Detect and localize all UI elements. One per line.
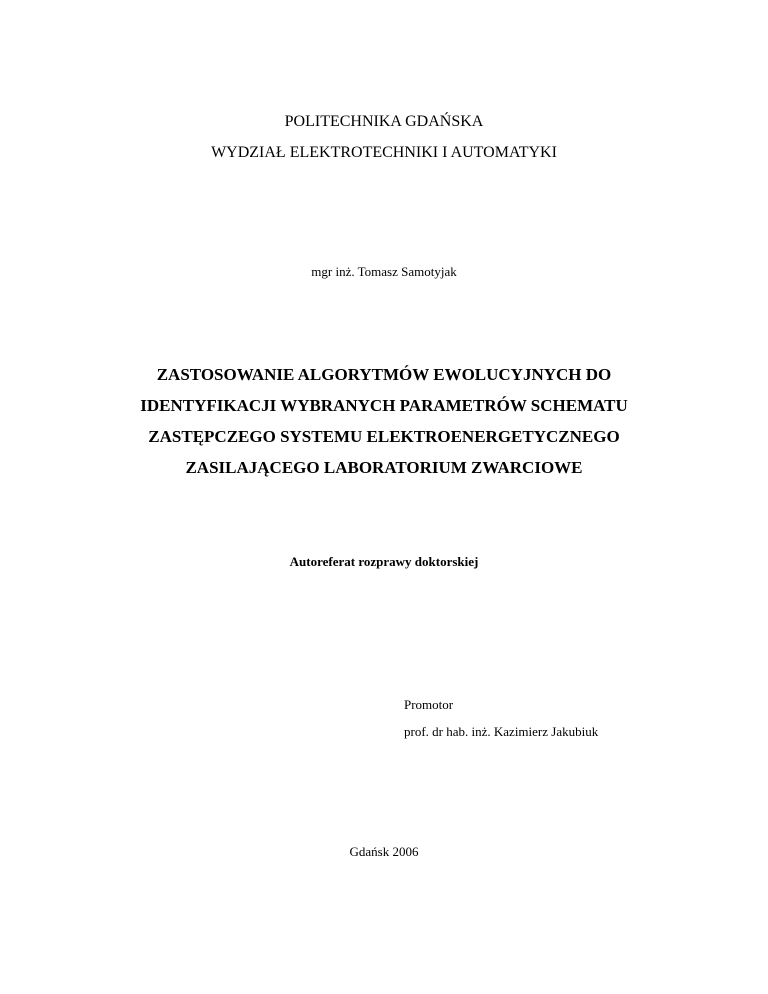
place-and-date: Gdańsk 2006: [349, 844, 419, 859]
thesis-title-line: ZASILAJĄCEGO LABORATORIUM ZWARCIOWE: [185, 458, 583, 477]
thesis-title-line: ZASTOSOWANIE ALGORYTMÓW EWOLUCYJNYCH DO: [156, 365, 612, 384]
author-name: mgr inż. Tomasz Samotyjak: [311, 264, 457, 279]
promoter-name: prof. dr hab. inż. Kazimierz Jakubiuk: [404, 724, 599, 739]
promoter-label: Promotor: [404, 697, 454, 712]
faculty-name: WYDZIAŁ ELEKTROTECHNIKI I AUTOMATYKI: [211, 144, 557, 161]
document-type: Autoreferat rozprawy doktorskiej: [289, 554, 479, 569]
thesis-title-line: ZASTĘPCZEGO SYSTEMU ELEKTROENERGETYCZNEGO: [148, 427, 620, 446]
university-name: POLITECHNIKA GDAŃSKA: [284, 113, 484, 130]
thesis-title: [0, 364, 768, 488]
thesis-title-line: IDENTYFIKACJI WYBRANYCH PARAMETRÓW SCHEMATU: [140, 396, 628, 415]
